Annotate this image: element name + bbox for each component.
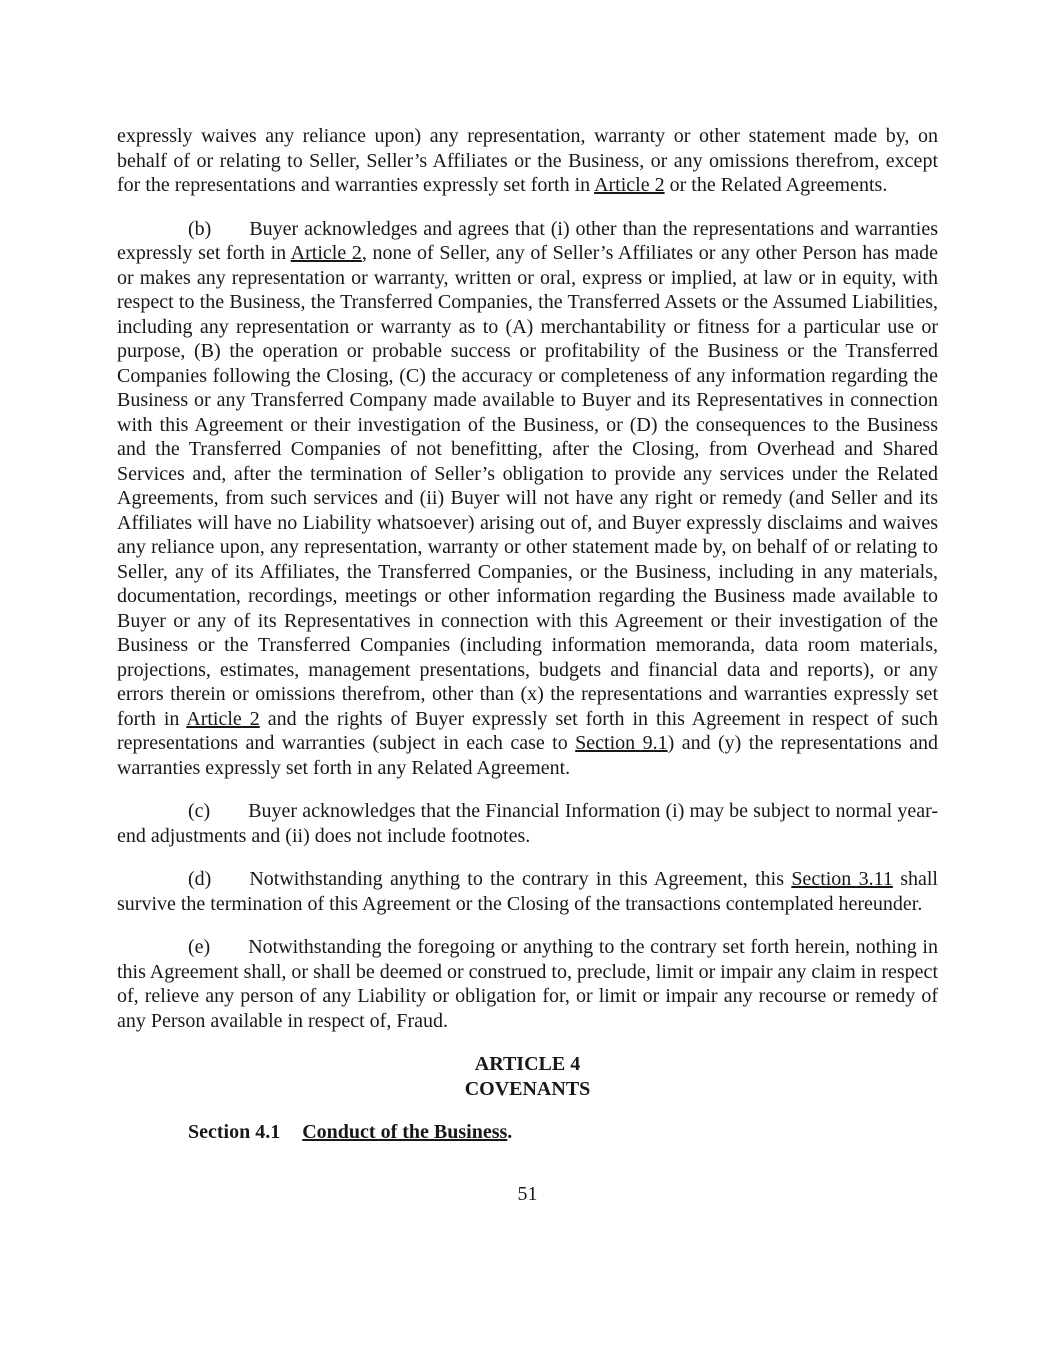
paragraph-text: or the Related Agreements.: [664, 174, 888, 196]
paragraph-text: shall survive the termination of this Agreement or the Closing of the transactions contemplated hereunder.: [117, 868, 938, 915]
cross-reference-article-2: Article 2: [290, 242, 362, 264]
article-subtitle: COVENANTS: [464, 1077, 591, 1100]
paragraph-text: Notwithstanding anything to the contrary in this Agreement, this: [249, 868, 792, 890]
page-number: 51: [517, 1182, 538, 1205]
paragraph-label: (d): [188, 868, 212, 890]
paragraph-text: Buyer acknowledges that the Financial Information (i) may be subject to normal year-end adjustments and (ii) does not include footnotes.: [117, 800, 938, 847]
paragraph-text: Buyer acknowledges and agrees that (i) other than the representations and warranties expressly set forth in: [117, 217, 938, 264]
paragraph-d: [117, 867, 938, 916]
section-number: Section 4.1: [188, 1121, 281, 1143]
section-4-1-heading: [188, 1120, 938, 1145]
article-heading: [117, 1052, 938, 1101]
article-title: ARTICLE 4: [474, 1053, 581, 1075]
cross-reference-article-2: Article 2: [594, 174, 665, 196]
paragraph-e: [117, 935, 938, 1033]
cross-reference-section-9-1: Section 9.1: [575, 732, 668, 754]
paragraph-continuation: [117, 124, 938, 198]
paragraph-label: (e): [188, 936, 211, 958]
paragraph-text: and the rights of Buyer expressly set forth in this Agreement in respect of such representations and warranties (subject in each case to: [117, 707, 938, 754]
paragraph-text: ) and (y) the representations and warranties expressly set forth in any Related Agreement.: [117, 732, 939, 779]
paragraph-text: , none of Seller, any of Seller’s Affiliates or any other Person has made or makes any representation or warranty, written or oral, express or implied, at law or in equity, with respect to the Business, the Transferred Companies, the Transferred Assets or the Assumed Liabilities, including any representation or warranty as to (A) merchantability or fitness for a particular use or purpose, (B) the operation or probable success or profitability of the Business or the Transferred Companies following the Closing, (C) the accuracy or completeness of any information regarding the Business or any Transferred Company made available to Buyer and its Representatives in connection with this Agreement or their investigation of the Business, or (D) the consequences to the Business and the Transferred Companies of not benefitting, after the Closing, from Overhead and Shared Services and, after the termination of Seller’s obligation to provide any services under the Related Agreements, from such services and (ii) Buyer will not have any right or remedy (and Seller and its Affiliates will have no Liability whatsoever) arising out of, and Buyer expressly disclaims and waives any reliance upon, any representation, warranty or other statement made by, on behalf of or relating to Seller, any of its Affiliates, the Transferred Companies, or the Business, including in any materials, documentation, recordings, meetings or other information regarding the Business made available to Buyer or any of its Representatives in connection with this Agreement or their investigation of the Business or the Transferred Companies (including information memoranda, data room materials, projections, estimates, management presentations, budgets and financial data and reports), or any errors therein or omissions therefrom, other than (x) the representations and warranties expressly set forth in: [117, 242, 939, 730]
paragraph-label: (b): [188, 217, 212, 240]
paragraph-label: (c): [188, 800, 211, 822]
paragraph-b: [117, 217, 938, 781]
section-title: Conduct of the Business: [302, 1121, 508, 1143]
paragraph-text: expressly waives any reliance upon) any representation, warranty or other statement made by, on behalf of or relating to Seller, Seller’s Affiliates or the Business, or any omissions therefrom, except for the representations and warranties expressly set forth in: [117, 125, 938, 196]
cross-reference-article-2: Article 2: [186, 707, 260, 730]
paragraph-text: Notwithstanding the foregoing or anything to the contrary set forth herein, nothing in this Agreement shall, or shall be deemed or construed to, preclude, limit or impair any claim in respect of, relieve any person of any Liability or obligation for, or limit or impair any recourse or remedy of any Person available in respect of, Fraud.: [117, 936, 938, 1032]
cross-reference-section-3-11: Section 3.11: [791, 868, 893, 890]
section-title-period: .: [507, 1121, 513, 1143]
paragraph-c: [117, 799, 938, 848]
